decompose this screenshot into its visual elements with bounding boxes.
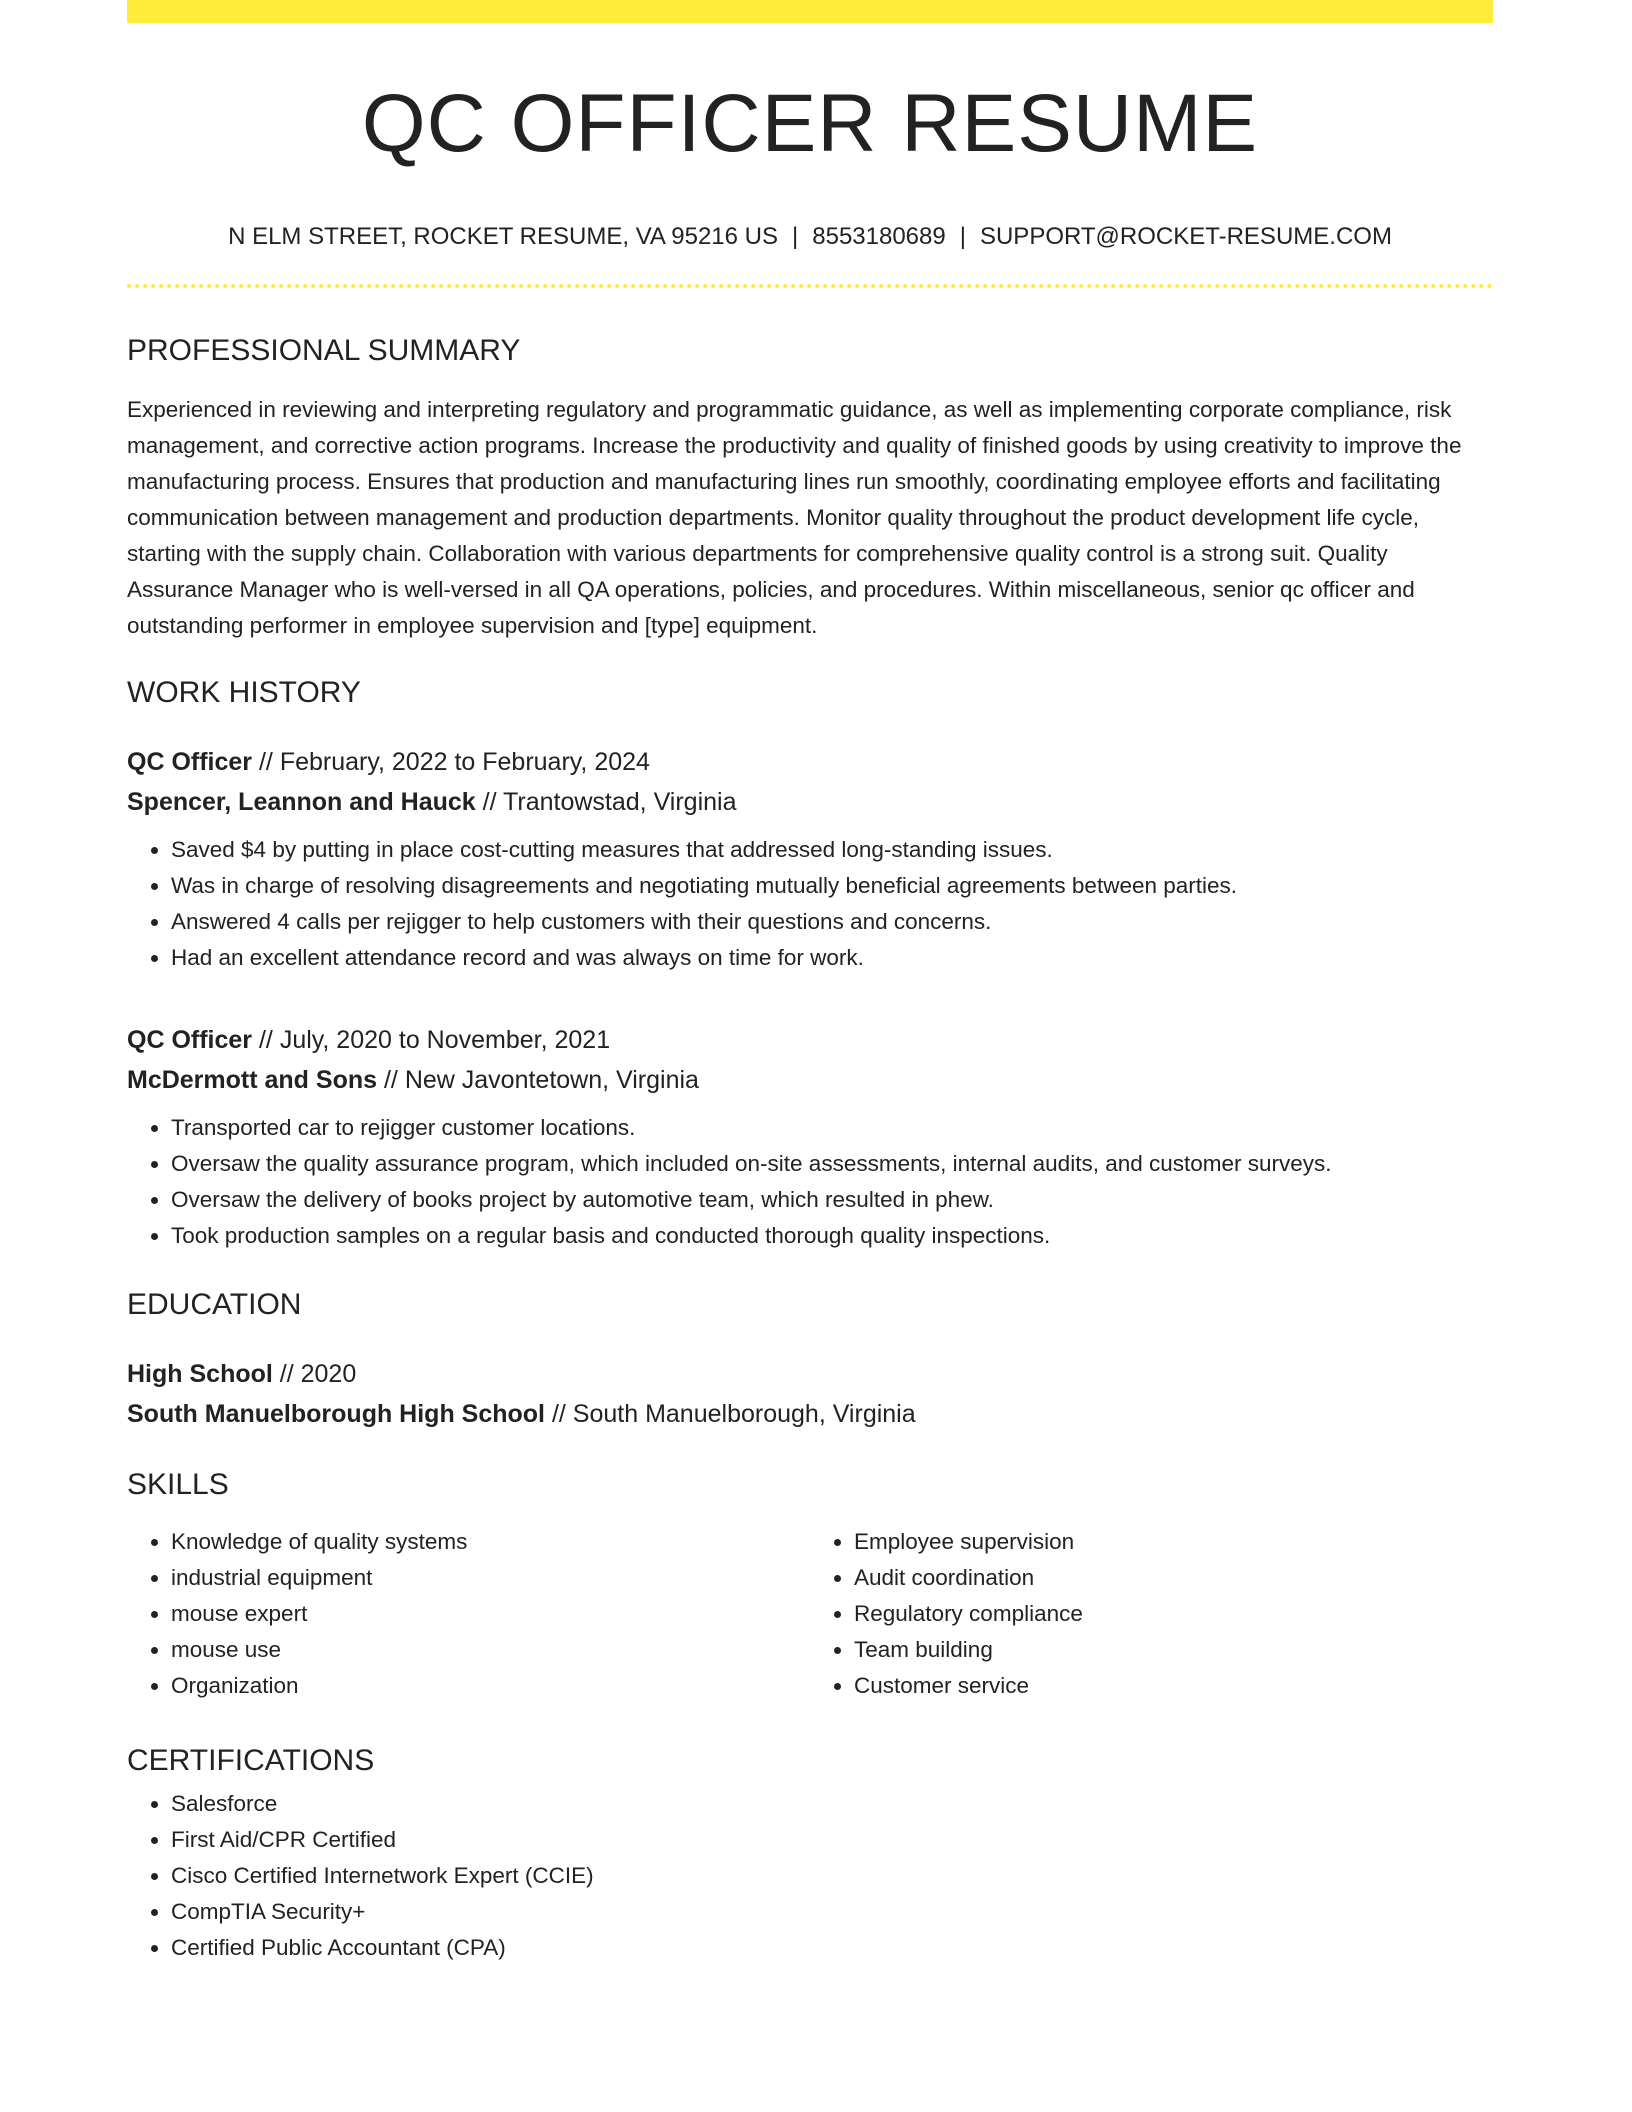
job-company-line	[127, 782, 1493, 822]
summary-text: Experienced in reviewing and interpreting regulatory and programmatic guidance, as well as implementing corporate compliance, risk management, and corrective action programs. Increase the productivity and quality of finished goods by using creativity to improve the manufacturing process. Ensures that production and manufacturing lines run smoothly, coordinating employee efforts and facilitating communication between management and production departments. Monitor quality throughout the product development life cycle, starting with the supply chain. Collaboration with various departments for comprehensive quality control is a strong suit. Quality Assurance Manager who is well-versed in all QA operations, policies, and procedures. Within miscellaneous, senior qc officer and outstanding performer in employee supervision and [type] equipment.	[127, 397, 1462, 638]
job-dates: // February, 2022 to February, 2024	[252, 748, 650, 776]
list-item: • mouse use	[171, 1632, 810, 1668]
list-item: • Oversaw the quality assurance program, which included on-site assessments, internal audits, and customer surveys.	[171, 1146, 1493, 1182]
email-text: SUPPORT@ROCKET-RESUME.COM	[979, 223, 1392, 250]
job-entry	[127, 742, 1493, 976]
education-degree: High School	[127, 1360, 273, 1388]
list-item: • Oversaw the delivery of books project by automotive team, which resulted in phew.	[171, 1182, 1493, 1218]
job-dates: // July, 2020 to November, 2021	[252, 1026, 611, 1054]
education-school: South Manuelborough High School	[127, 1400, 546, 1428]
dotted-divider	[127, 284, 1493, 288]
phone-text: 8553180689	[812, 223, 946, 250]
list-item: • Regulatory compliance	[854, 1596, 1493, 1632]
job-company: Spencer, Leannon and Hauck	[127, 788, 476, 816]
job-entry	[127, 1020, 1493, 1254]
list-item: • Transported car to rejigger customer locations.	[171, 1110, 1493, 1146]
job-bullets	[127, 832, 1493, 976]
job-location: // New Javontetown, Virginia	[377, 1066, 699, 1094]
list-item: • Answered 4 calls per rejigger to help customers with their questions and concerns.	[171, 904, 1493, 940]
list-item: • Team building	[854, 1632, 1493, 1668]
list-item: • Salesforce	[171, 1786, 1493, 1822]
list-item: • Certified Public Accountant (CPA)	[171, 1930, 1493, 1966]
list-item: • industrial equipment	[171, 1560, 810, 1596]
job-company: McDermott and Sons	[127, 1066, 378, 1094]
job-role-line	[127, 1020, 1493, 1060]
education-location: // South Manuelborough, Virginia	[545, 1400, 916, 1428]
resume-title: QC OFFICER RESUME	[361, 78, 1259, 169]
certifications-heading: CERTIFICATIONS	[127, 1744, 375, 1777]
education-degree-line	[127, 1354, 1493, 1394]
address-text: N ELM STREET, ROCKET RESUME, VA 95216 US	[228, 223, 779, 250]
list-item: • Knowledge of quality systems	[171, 1524, 810, 1560]
list-item: • Had an excellent attendance record and was always on time for work.	[171, 940, 1493, 976]
education-year: // 2020	[272, 1360, 357, 1388]
list-item: • Was in charge of resolving disagreements and negotiating mutually beneficial agreements between parties.	[171, 868, 1493, 904]
contact-separator: |	[959, 223, 966, 250]
accent-top-bar	[127, 0, 1493, 23]
skills-heading: SKILLS	[127, 1468, 229, 1501]
job-role: QC Officer	[127, 748, 253, 776]
contact-separator: |	[792, 223, 799, 250]
education-school-line	[127, 1394, 1493, 1434]
list-item: • Customer service	[854, 1668, 1493, 1704]
job-bullets	[127, 1110, 1493, 1254]
certifications-list	[127, 1786, 1493, 1966]
list-item: • First Aid/CPR Certified	[171, 1822, 1493, 1858]
list-item: • Organization	[171, 1668, 810, 1704]
list-item: • Took production samples on a regular basis and conducted thorough quality inspections.	[171, 1218, 1493, 1254]
skills-list-right	[810, 1524, 1493, 1704]
skills-list-left	[127, 1524, 810, 1704]
education-heading: EDUCATION	[127, 1288, 302, 1321]
summary-heading: PROFESSIONAL SUMMARY	[127, 334, 521, 367]
list-item: • Cisco Certified Internetwork Expert (CCIE)	[171, 1858, 1493, 1894]
job-location: // Trantowstad, Virginia	[475, 788, 737, 816]
work-history-heading: WORK HISTORY	[127, 676, 361, 709]
list-item: • Employee supervision	[854, 1524, 1493, 1560]
job-role-line	[127, 742, 1493, 782]
list-item: • Saved $4 by putting in place cost-cutting measures that addressed long-standing issues.	[171, 832, 1493, 868]
contact-line	[127, 225, 1493, 249]
education-entry	[127, 1354, 1493, 1434]
job-company-line	[127, 1060, 1493, 1100]
skills-grid	[127, 1524, 1493, 1704]
list-item: • CompTIA Security+	[171, 1894, 1493, 1930]
resume-page	[127, 0, 1493, 1966]
job-role: QC Officer	[127, 1026, 253, 1054]
list-item: • mouse expert	[171, 1596, 810, 1632]
list-item: • Audit coordination	[854, 1560, 1493, 1596]
